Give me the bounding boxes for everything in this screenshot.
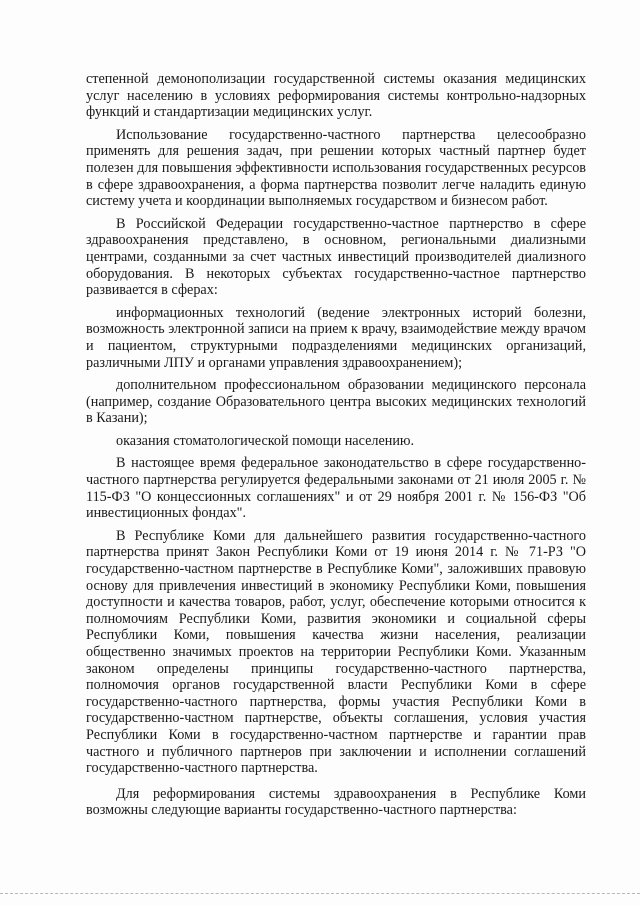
paragraph-1: степенной демонополизации государственной системы оказания медицинских услуг населению в условиях реформирования системы контрольно-надзорных функций и стандартизации медицинских услуг. [86,71,586,121]
paragraph-5: дополнительном профессиональном образовании медицинского персонала (например, создание Образовательного центра высоких медицинских технологий в Казани); [86,377,586,427]
paragraph-4: информационных технологий (ведение электронных историй болезни, возможность электронной записи на прием к врачу, взаимодействие между врачом и пациентом, структурными подразделениями медицинских организаций, различными ЛПУ и органами управления здравоохранением); [86,304,586,371]
document-body [86,71,586,819]
paragraph-7: В настоящее время федеральное законодательство в сфере государственно-частного партнерства регулируется федеральными законами от 21 июля 2005 г. № 115-ФЗ "О концессионных соглашениях" и от 29 ноября 2001 г. № 156-ФЗ "Об инвестиционных фондах". [86,455,586,522]
paragraph-6: оказания стоматологической помощи населению. [116,432,415,449]
page-bottom-edge [0,893,640,894]
paragraph-8: В Республике Коми для дальнейшего развития государственно-частного партнерства принят Закон Республики Коми от 19 июня 2014 г. № 71-РЗ "О государственно-частном партнерстве в Республике Коми", заложивших правовую основу для привлечения инвестиций в экономику Республики Коми, повышения доступности и качества товаров, работ, услуг, обеспечение которыми относится к полномочиям Республики Коми, развития экономики и социальной сферы Республики Коми, повышения качества жизни населения, реализации общественно значимых проектов на территории Республики Коми. Указанным законом определены принципы государственно-частного партнерства, полномочия органов государственной власти Республики Коми в сфере государственно-частного партнерства, формы участия Республики Коми в государственно-частном партнерстве, объекты соглашения, условия участия Республики Коми в государственно-частном партнерстве и гарантии прав частного и публичного партнеров при заключении и исполнении соглашений государственно-частного партнерства. [86,527,586,777]
paragraph-2: Использование государственно-частного партнерства целесообразно применять для решения задач, при решении которых частный партнер будет полезен для повышения эффективности использования государственных ресурсов в сфере здравоохранения, а форма партнерства позволит легче наладить единую систему учета и координации выполняемых государством и бизнесом работ. [86,126,586,210]
paragraph-9: Для реформирования системы здравоохранения в Республике Коми возможны следующие варианты государственно-частного партнерства: [86,785,586,819]
paragraph-3: В Российской Федерации государственно-частное партнерство в сфере здравоохранения представлено, в основном, региональными диализными центрами, созданными за счет частных инвестиций производителей диализного оборудования. В некоторых субъектах государственно-частное партнерство развивается в сферах: [86,215,586,299]
